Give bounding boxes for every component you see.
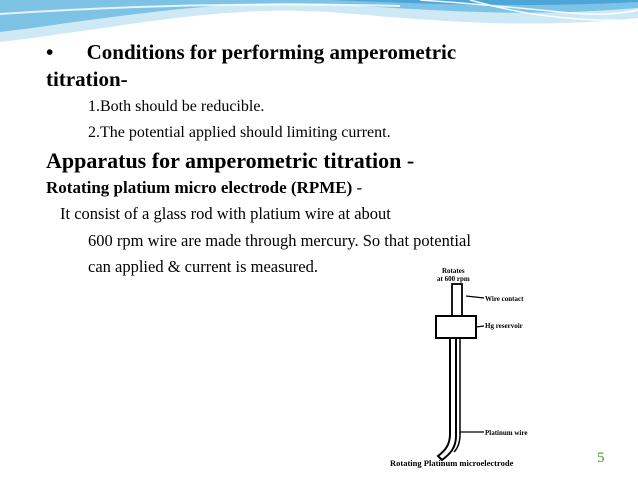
rpme-line (46, 178, 362, 198)
description-line-2: 600 rpm wire are made through mercury. So that potential (88, 231, 471, 250)
label-rotates-2: at 600 rpm (437, 275, 470, 283)
rpme-dash: - (356, 178, 363, 197)
heading-text: Conditions for performing amperometric (86, 40, 457, 64)
description-line-1: It consist of a glass rod with platium wire at about (60, 204, 391, 223)
diagram-caption: Rotating Platinum microelectrode (390, 458, 514, 468)
description-line-3: can applied & current is measured. (88, 257, 318, 276)
label-rotates-1: Rotates (442, 267, 465, 275)
rpme-diagram (384, 264, 588, 474)
condition-1: 1.Both should be reducible. (88, 98, 265, 115)
heading-line-2: titration- (46, 67, 128, 91)
rod-top (452, 284, 462, 316)
label-hg-reservoir: Hg reservoir (485, 322, 523, 330)
bullet-glyph: • (46, 40, 54, 64)
slide-number: 5 (597, 450, 605, 466)
label-platinum-wire: Platinum wire (485, 429, 528, 437)
hg-reservoir-box (436, 316, 476, 338)
rpme-title: Rotating platium micro electrode (RPME) (46, 178, 353, 197)
apparatus-heading: Apparatus for amperometric titration - (46, 148, 415, 173)
label-wire-contact: Wire contact (485, 295, 524, 303)
heading-line-1 (46, 40, 456, 65)
condition-2: 2.The potential applied should limiting current. (88, 124, 391, 141)
